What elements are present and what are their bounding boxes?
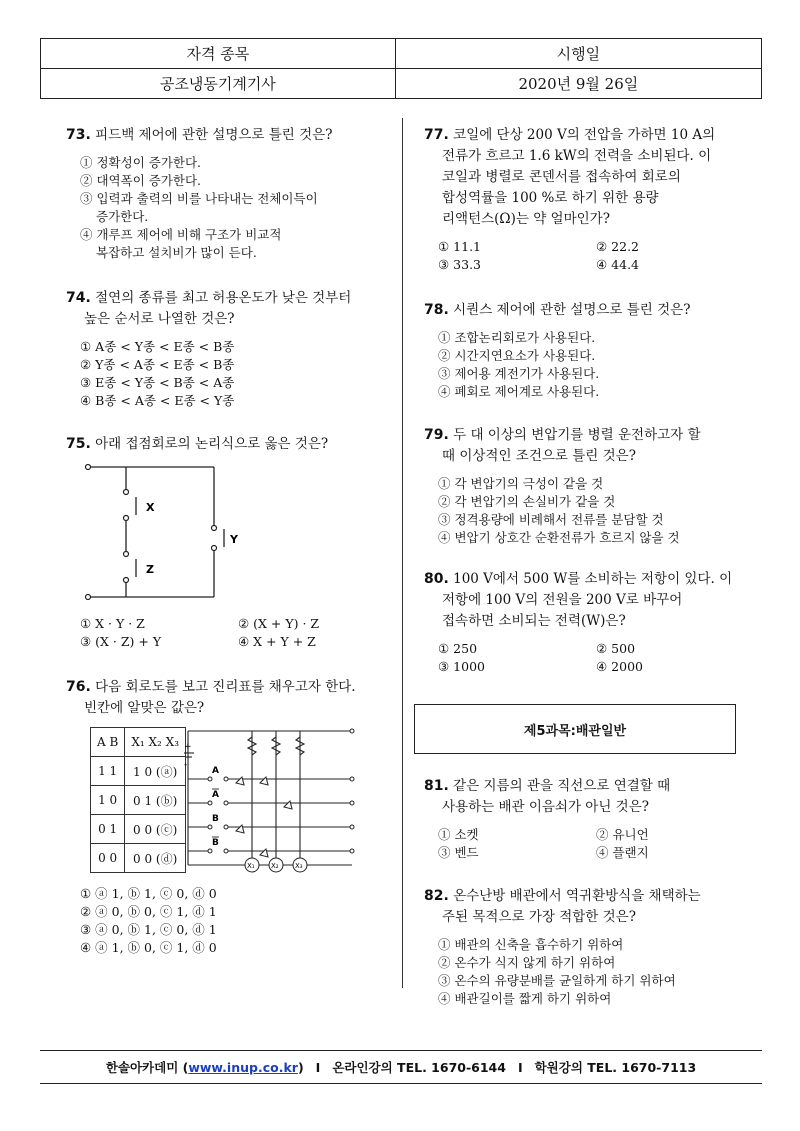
table-row	[91, 844, 186, 873]
option-2[interactable]: ② 대역폭이 증가한다.	[80, 173, 202, 188]
question-text-cont: 전류가 흐르고 1.6 kW의 전력을 소비된다. 이	[442, 148, 712, 164]
option-4[interactable]: ④ B종 < A종 < E종 < Y종	[80, 393, 235, 408]
footer-separator: I	[315, 1059, 321, 1075]
header-table	[40, 38, 762, 99]
option-1[interactable]: ① 정확성이 증가한다.	[80, 155, 202, 170]
option-1[interactable]: ① 250	[438, 641, 478, 656]
options	[66, 154, 396, 262]
question-75	[66, 434, 396, 651]
question-77	[424, 125, 754, 274]
plus-sign: +	[184, 742, 192, 752]
options	[424, 238, 754, 274]
switch-label-b: B	[212, 814, 219, 824]
question-text-cont: 빈칸에 알맞은 값은?	[84, 700, 205, 716]
question-number: 73.	[66, 127, 91, 143]
lamp-x3: X₃	[295, 862, 303, 870]
question-text: 코일에 단상 200 V의 전압을 가하면 10 A의	[453, 127, 716, 143]
option-3[interactable]: ③ 벤드	[438, 845, 479, 860]
question-text-cont: 주된 목적으로 가장 적합한 것은?	[442, 909, 636, 925]
column-divider	[402, 118, 403, 988]
option-1[interactable]: ① A종 < Y종 < E종 < B종	[80, 339, 235, 354]
table-cell: 0 1 (ⓑ)	[125, 786, 186, 815]
option-4[interactable]: ④ 배관길이를 짧게 하기 위하여	[438, 991, 612, 1006]
options	[424, 329, 754, 401]
question-82	[424, 886, 754, 1008]
truth-table-with-circuit	[90, 727, 396, 877]
option-4[interactable]: ④ 폐회로 제어계로 사용된다.	[438, 384, 600, 399]
table-cell: 1 0 (ⓐ)	[125, 757, 186, 786]
options	[66, 885, 396, 957]
table-row	[91, 757, 186, 786]
option-3[interactable]: ③ 제어용 계전기가 사용된다.	[438, 366, 600, 381]
header-date-label: 시행일	[395, 39, 761, 69]
option-4[interactable]: ④ 2000	[596, 659, 643, 674]
question-text: 100 V에서 500 W를 소비하는 저항이 있다. 이	[453, 571, 733, 587]
option-3-cont: 증가한다.	[96, 209, 149, 224]
option-4[interactable]: ④ X + Y + Z	[238, 634, 316, 649]
question-81	[424, 776, 754, 862]
contact-circuit-diagram	[84, 463, 238, 601]
option-2[interactable]: ② (X + Y) · Z	[238, 616, 320, 631]
table-cell: 1 1	[91, 757, 125, 786]
question-number: 82.	[424, 888, 449, 904]
option-2[interactable]: ② 각 변압기의 손실비가 같을 것	[438, 494, 616, 509]
question-text: 절연의 종류를 최고 허용온도가 낮은 것부터	[95, 290, 352, 306]
option-4[interactable]: ④ 개루프 제어에 비해 구조가 비교적	[80, 227, 282, 242]
option-1[interactable]: ① 각 변압기의 극성이 같을 것	[438, 476, 604, 491]
label-x: X	[146, 501, 155, 514]
table-cell: 0 1	[91, 815, 125, 844]
table-cell: 0 0 (ⓓ)	[125, 844, 186, 873]
option-3[interactable]: ③ 입력과 출력의 비를 나타내는 전체이득이	[80, 191, 318, 206]
option-4[interactable]: ④ 플랜지	[596, 845, 649, 860]
question-number: 75.	[66, 436, 91, 452]
question-number: 74.	[66, 290, 91, 306]
question-text: 두 대 이상의 변압기를 병렬 운전하고자 할	[453, 427, 701, 443]
footer-online-tel: 온라인강의 TEL. 1670-6144	[332, 1060, 506, 1075]
switch-label-a: A	[212, 766, 219, 776]
switch-label-a-bar: A	[212, 790, 219, 800]
table-row	[91, 786, 186, 815]
question-80	[424, 569, 754, 676]
table-cell: 0 0	[91, 844, 125, 873]
question-73	[66, 125, 396, 262]
lamp-x1: X₁	[247, 862, 255, 870]
table-row	[91, 815, 186, 844]
option-3[interactable]: ③ 온수의 유량분배를 균일하게 하기 위하여	[438, 973, 676, 988]
question-number: 76.	[66, 679, 91, 695]
question-text-cont: 합성역률을 100 %로 하기 위한 용량	[442, 190, 659, 206]
option-3[interactable]: ③ 1000	[438, 659, 485, 674]
option-1[interactable]: ① ⓐ 1, ⓑ 1, ⓒ 0, ⓓ 0	[80, 886, 217, 901]
truth-table	[90, 727, 186, 873]
footer-offline-tel: 학원강의 TEL. 1670-7113	[534, 1060, 697, 1075]
table-header: A B	[91, 728, 125, 757]
question-text-cont: 사용하는 배관 이음쇠가 아닌 것은?	[442, 799, 649, 815]
label-z: Z	[146, 563, 154, 576]
question-text-cont: 높은 순서로 나열한 것은?	[84, 311, 235, 327]
page-footer	[40, 1050, 762, 1084]
option-1[interactable]: ① 조합논리회로가 사용된다.	[438, 330, 596, 345]
options	[424, 826, 754, 862]
options	[66, 615, 396, 651]
question-text: 온수난방 배관에서 역귀환방식을 채택하는	[453, 888, 701, 904]
question-number: 77.	[424, 127, 449, 143]
question-79	[424, 425, 754, 547]
question-text-cont: 리액턴스(Ω)는 약 얼마인가?	[442, 211, 610, 227]
option-4[interactable]: ④ ⓐ 1, ⓑ 0, ⓒ 1, ⓓ 0	[80, 940, 217, 955]
option-3[interactable]: ③ 정격용량에 비례해서 전류를 분담할 것	[438, 512, 664, 527]
option-2[interactable]: ② 시간지연요소가 사용된다.	[438, 348, 596, 363]
question-76	[66, 677, 396, 957]
question-number: 78.	[424, 302, 449, 318]
left-column	[66, 125, 396, 977]
question-74	[66, 288, 396, 410]
question-number: 80.	[424, 571, 449, 587]
switch-label-b-bar: B	[212, 838, 219, 848]
option-4[interactable]: ④ 44.4	[596, 257, 640, 272]
question-text: 아래 접점회로의 논리식으로 옳은 것은?	[95, 436, 329, 452]
question-78	[424, 300, 754, 401]
options	[66, 338, 396, 410]
lamp-x2: X₂	[271, 862, 279, 870]
option-2[interactable]: ② 500	[596, 641, 636, 656]
option-1[interactable]: ① 11.1	[438, 239, 482, 254]
question-text: 같은 지름의 관을 직선으로 연결할 때	[453, 778, 671, 794]
option-3[interactable]: ③ (X · Z) + Y	[80, 634, 162, 649]
logic-circuit-diagram	[186, 727, 358, 877]
question-text-cont: 접속하면 소비되는 전력(W)은?	[442, 613, 626, 629]
question-text-cont: 저항에 100 V의 전원을 200 V로 바꾸어	[442, 592, 683, 608]
table-header: X₁ X₂ X₃	[125, 728, 186, 757]
label-y: Y	[230, 533, 238, 546]
footer-separator: I	[517, 1059, 523, 1075]
option-2[interactable]: ② ⓐ 0, ⓑ 0, ⓒ 1, ⓓ 1	[80, 904, 217, 919]
question-text-cont: 코일과 병렬로 콘덴서를 접속하여 회로의	[442, 169, 681, 185]
table-cell: 0 0 (ⓒ)	[125, 815, 186, 844]
option-2[interactable]: ② 유니언	[596, 827, 649, 842]
option-4[interactable]: ④ 변압기 상호간 순환전류가 흐르지 않을 것	[438, 530, 680, 545]
options	[424, 936, 754, 1008]
footer-academy: 한솔아카데미 (	[105, 1060, 189, 1075]
header-date-value: 2020년 9월 26일	[395, 69, 761, 99]
minus-sign: -	[184, 760, 188, 770]
right-column	[424, 125, 754, 1028]
option-2[interactable]: ② 22.2	[596, 239, 640, 254]
question-number: 79.	[424, 427, 449, 443]
option-1[interactable]: ① X · Y · Z	[80, 616, 145, 631]
option-1[interactable]: ① 배관의 신축을 흡수하기 위하여	[438, 937, 624, 952]
question-text-cont: 때 이상적인 조건으로 틀린 것은?	[442, 448, 636, 464]
table-cell: 1 0	[91, 786, 125, 815]
footer-url-link[interactable]: www.inup.co.kr	[188, 1059, 298, 1075]
option-2[interactable]: ② 온수가 식지 않게 하기 위하여	[438, 955, 616, 970]
question-number: 81.	[424, 778, 449, 794]
options	[424, 640, 754, 676]
question-text: 다음 회로도를 보고 진리표를 채우고자 한다.	[95, 679, 356, 695]
subject-heading: 제5과목:배관일반	[414, 704, 736, 754]
option-3[interactable]: ③ 33.3	[438, 257, 482, 272]
header-subject-label: 자격 종목	[41, 39, 396, 69]
option-3[interactable]: ③ ⓐ 0, ⓑ 1, ⓒ 0, ⓓ 1	[80, 922, 217, 937]
option-4-cont: 복잡하고 설치비가 많이 든다.	[96, 245, 257, 260]
header-subject-value: 공조냉동기계기사	[41, 69, 396, 99]
option-3[interactable]: ③ E종 < Y종 < B종 < A종	[80, 375, 235, 390]
question-text: 피드백 제어에 관한 설명으로 틀린 것은?	[95, 127, 333, 143]
question-text: 시퀀스 제어에 관한 설명으로 틀린 것은?	[453, 302, 691, 318]
option-2[interactable]: ② Y종 < A종 < E종 < B종	[80, 357, 235, 372]
option-1[interactable]: ① 소켓	[438, 827, 479, 842]
footer-paren-close: )	[297, 1059, 304, 1075]
options	[424, 475, 754, 547]
